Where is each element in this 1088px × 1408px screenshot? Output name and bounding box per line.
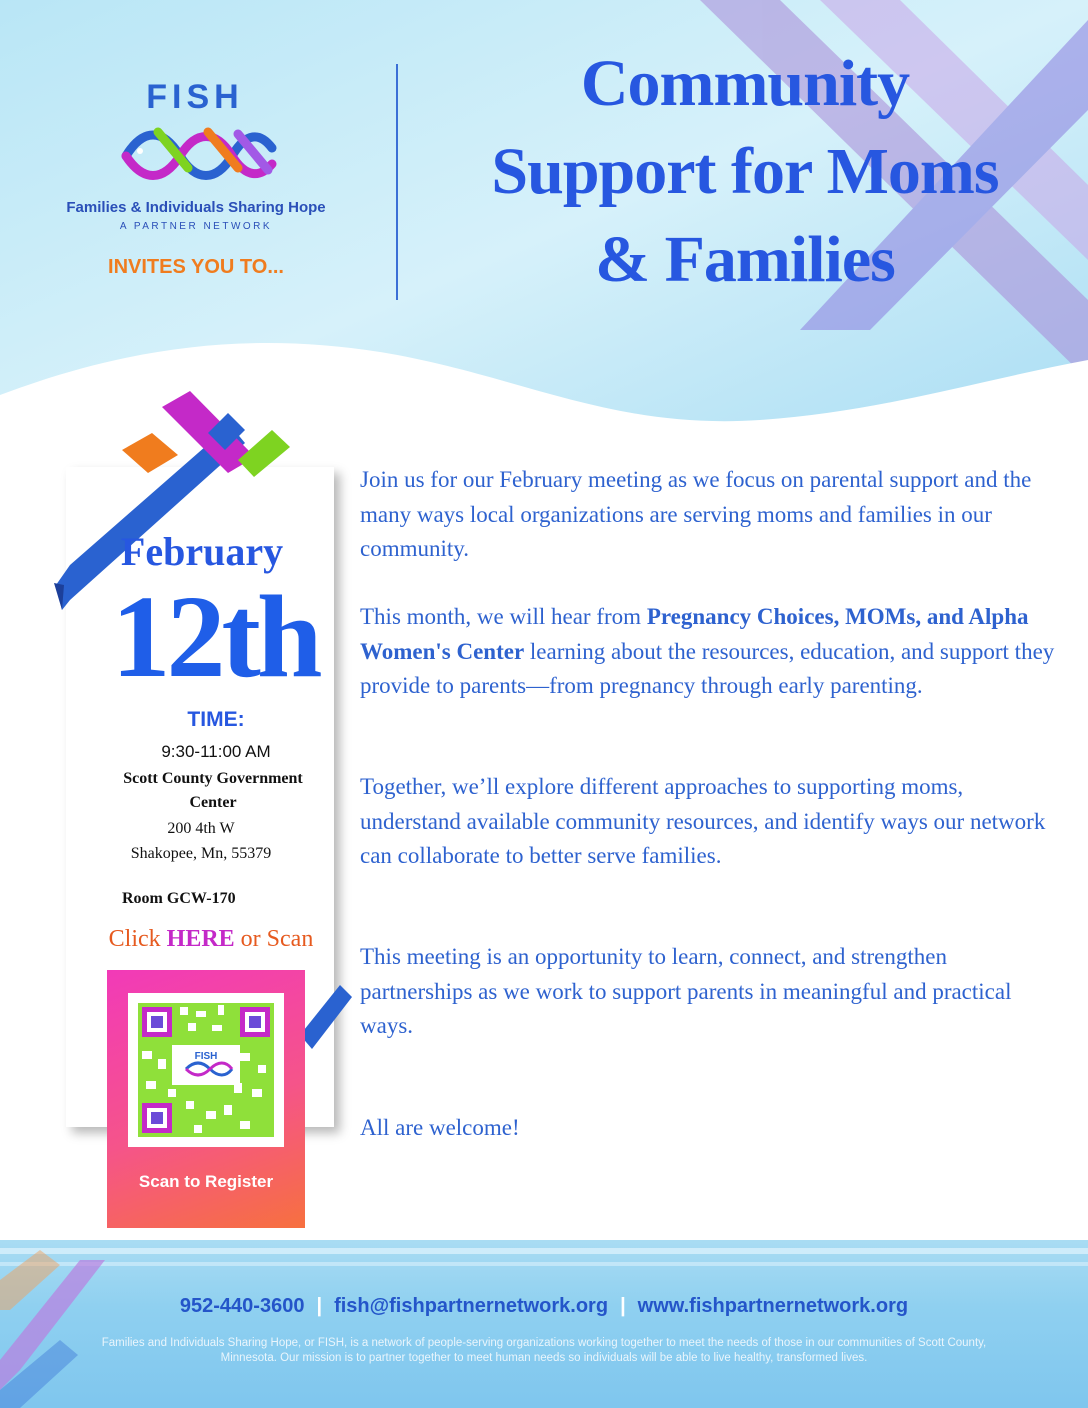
qr-code-icon[interactable] xyxy=(128,993,284,1147)
invites-heading: INVITES YOU TO... xyxy=(108,256,284,278)
phone-link[interactable]: 952-440-3600 xyxy=(179,1295,305,1317)
contact-separator: | xyxy=(316,1295,323,1317)
address-line-1: 200 4th W xyxy=(167,820,235,837)
intro-paragraph: Join us for our February meeting as we focus on parental support and the many ways local organizations are serving moms and families in our community. xyxy=(360,467,1032,561)
event-day: 12th xyxy=(111,571,319,702)
opportunity-paragraph: This meeting is an opportunity to learn, connect, and strengthen partnerships as we work to support parents in meaningful and practical ways. xyxy=(360,944,1012,1038)
time-label: TIME: xyxy=(187,708,245,731)
address-line-2: Shakopee, Mn, 55379 xyxy=(130,845,272,862)
qr-finder-bottom-left xyxy=(142,1103,172,1133)
fish-logo-icon xyxy=(118,118,278,190)
qr-logo-text: FISH xyxy=(194,1051,218,1062)
contact-separator: | xyxy=(620,1295,626,1317)
title-line-3: & Families xyxy=(595,223,895,296)
qr-code-frame[interactable] xyxy=(128,993,284,1147)
qr-finder-top-left xyxy=(142,1007,172,1037)
speakers-intro: This month, we will hear from xyxy=(360,604,647,629)
register-cta xyxy=(66,926,356,953)
time-value: 9:30-11:00 AM xyxy=(161,742,271,761)
speakers-outro: learning about the resources, education, and support they provide to parents—from pregnancy through early parenting. xyxy=(360,638,1055,698)
title-line-1: Community xyxy=(580,47,910,120)
title-line-2: Support for Moms xyxy=(491,135,999,208)
register-link[interactable]: HERE xyxy=(166,926,235,952)
footer-background xyxy=(0,1240,1088,1408)
logo-wordmark: FISH xyxy=(146,78,244,116)
contact-bar xyxy=(0,1295,1088,1318)
qr-caption: Scan to Register xyxy=(138,1172,274,1191)
email-link[interactable]: fish@fishpartnernetwork.org xyxy=(334,1295,609,1317)
logo-tagline: Families & Individuals Sharing Hope xyxy=(66,199,326,216)
header-divider xyxy=(396,64,398,300)
website-link[interactable]: www.fishpartnernetwork.org xyxy=(637,1295,909,1317)
mission-statement: Families and Individuals Sharing Hope, or FISH, is a network of people-serving organizations working together to meet the needs of those in our communities of Scott County, Minnesota. Our mission is to partner together to meet human needs so individuals will be able to live healthy, transformed lives. xyxy=(101,1337,987,1364)
explore-paragraph: Together, we’ll explore different approaches to supporting moms, understand available community resources, and identify ways our network can collaborate to better serve families. xyxy=(360,774,1046,868)
speaker-org-separator: , xyxy=(833,604,846,629)
speakers-paragraph xyxy=(360,600,1060,704)
event-month: February xyxy=(120,529,284,574)
cta-suffix: or Scan xyxy=(234,926,314,952)
welcome-line: All are welcome! xyxy=(360,1115,520,1140)
page-title xyxy=(410,40,1080,304)
cta-prefix: Click xyxy=(108,926,167,952)
logo-subtitle: A PARTNER NETWORK xyxy=(119,221,273,232)
footer-ribbon-bands xyxy=(0,1240,1088,1408)
room-number: Room GCW-170 xyxy=(122,890,236,907)
speaker-org-1: Pregnancy Choices xyxy=(646,604,834,629)
speaker-org-2: MOMs, and Alpha Women's Center xyxy=(360,604,1029,664)
venue-name: Scott County Government Center xyxy=(123,770,303,811)
qr-finder-top-right xyxy=(240,1007,270,1037)
